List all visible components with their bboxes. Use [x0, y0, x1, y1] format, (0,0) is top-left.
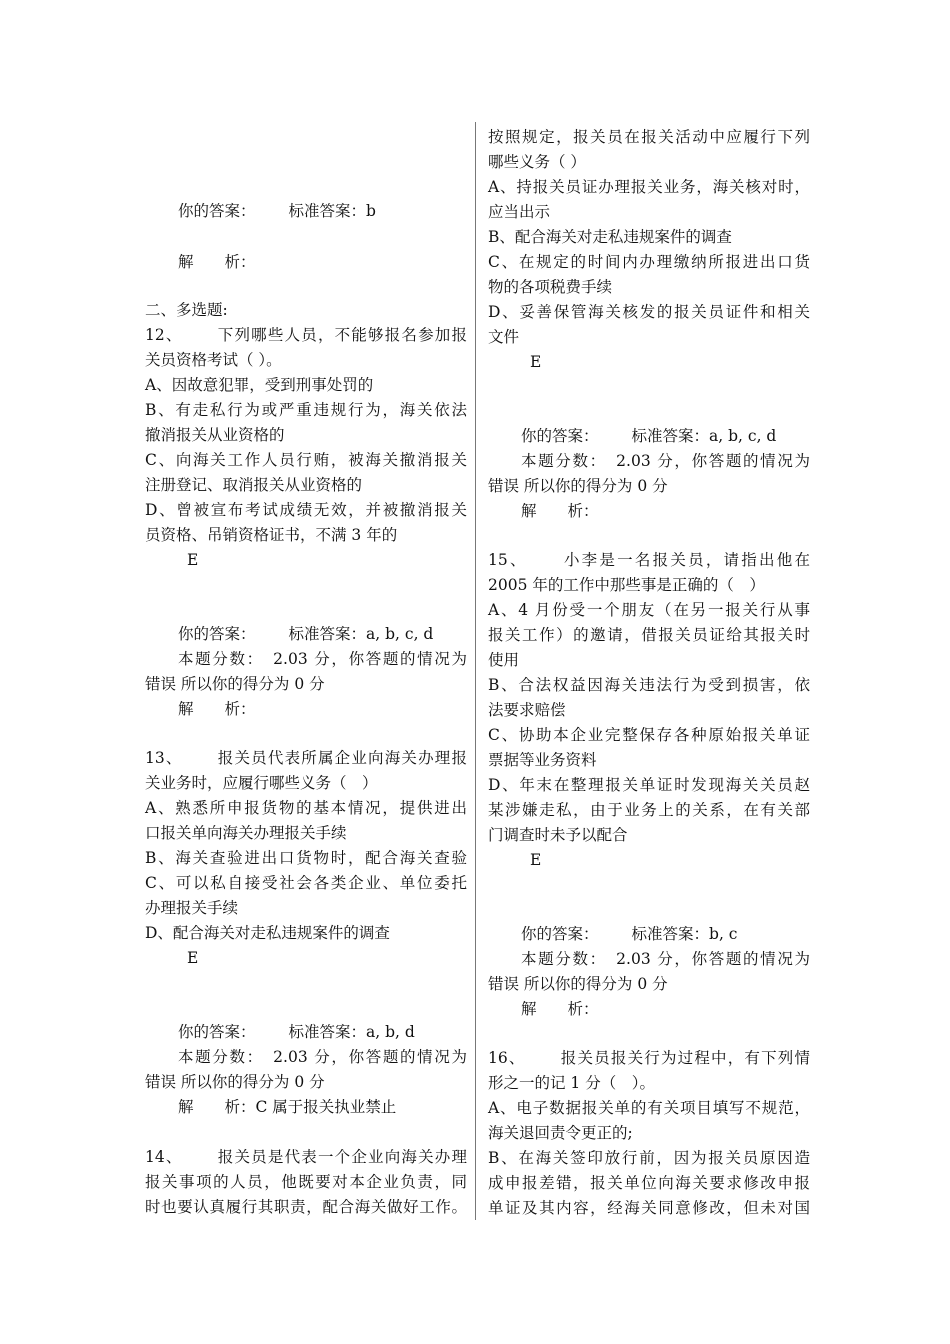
- q16-option-a-cont: 海关退回责令更正的;: [488, 1124, 633, 1142]
- q15-option-c: C、协助本企业完整保存各种原始报关单证: [488, 726, 810, 744]
- question-number: 14、: [145, 1148, 183, 1166]
- q15-option-a: A、4 月份受一个朋友（在另一报关行从事: [488, 601, 810, 619]
- q16-option-a: A、电子数据报关单的有关项目填写不规范，: [488, 1099, 810, 1117]
- question-stem: 小李是一名报关员，请指出他在: [561, 551, 810, 569]
- q15-option-c-cont: 票据等业务资料: [488, 751, 597, 769]
- your-answer-label: 你的答案：: [178, 625, 256, 643]
- q12-answer-line: [178, 623, 433, 645]
- q15-analysis: 解 析：: [521, 1000, 599, 1018]
- q13-option-b: B、海关查验进出口货物时，配合海关查验: [145, 849, 467, 867]
- q14-option-a-cont: 应当出示: [488, 203, 551, 221]
- column-divider: [475, 122, 476, 1220]
- question-stem: 报关员代表所属企业向海关办理报: [216, 749, 467, 767]
- question-number: 12、: [145, 326, 183, 344]
- q13-option-e: E: [187, 949, 199, 967]
- q14-answer-line: [521, 425, 776, 447]
- q12-option-c: C、向海关工作人员行贿，被海关撤消报关: [145, 451, 467, 469]
- q13-option-a-cont: 口报关单向海关办理报关手续: [145, 824, 347, 842]
- q16-option-b-cont2: 单证及其内容，经海关同意修改，但未对国: [488, 1199, 810, 1217]
- q14-score: 本题分数： 2.03 分，你答题的情况为: [521, 452, 810, 470]
- q15-option-d: D、年末在整理报关单证时发现海关关员赵: [488, 776, 810, 794]
- q14-stem-line3: 时也要认真履行其职责，配合海关做好工作。: [145, 1198, 467, 1216]
- your-answer-label: 你的答案：: [521, 427, 599, 445]
- q16-option-b-cont: 成申报差错，报关单位向海关要求修改申报: [488, 1174, 810, 1192]
- q13-option-d: D、配合海关对走私违规案件的调查: [145, 924, 390, 942]
- q14-analysis: 解 析：: [521, 502, 599, 520]
- q12-option-c-cont: 注册登记、取消报关从业资格的: [145, 476, 363, 494]
- q15-answer-line: [521, 923, 737, 945]
- q15-option-e: E: [530, 851, 542, 869]
- question-stem: 报关员报关行为过程中，有下列情: [559, 1049, 810, 1067]
- your-answer-label: 你的答案：: [178, 1023, 256, 1041]
- q14-option-e: E: [530, 353, 542, 371]
- q12-option-b-cont: 撤消报关从业资格的: [145, 426, 285, 444]
- q14-option-c: C、在规定的时间内办理缴纳所报进出口货: [488, 253, 810, 271]
- section-heading: 二、多选题:: [145, 301, 228, 319]
- q16-stem-line2: 形之一的记 1 分（ ）。: [488, 1074, 655, 1092]
- your-answer-label: 你的答案：: [521, 925, 599, 943]
- q14-option-a: A、持报关员证办理报关业务，海关核对时，: [488, 178, 810, 196]
- q15-option-b: B、合法权益因海关违法行为受到损害，依: [488, 676, 810, 694]
- q12-option-d-cont: 员资格、吊销资格证书，不满 3 年的: [145, 526, 398, 544]
- q14-stem-line4: 按照规定，报关员在报关活动中应履行下列: [488, 128, 810, 146]
- standard-answer: 标准答案：b, c: [631, 925, 738, 943]
- question-stem: 报关员是代表一个企业向海关办理: [216, 1148, 467, 1166]
- q14-stem-line5: 哪些义务（ ）: [488, 153, 586, 171]
- q12-stem-line1: [145, 324, 467, 346]
- q15-score: 本题分数： 2.03 分，你答题的情况为: [521, 950, 810, 968]
- question-number: 16、: [488, 1049, 526, 1067]
- q13-result: 错误 所以你的得分为 0 分: [145, 1073, 325, 1091]
- q13-option-c-cont: 办理报关手续: [145, 899, 239, 917]
- q15-option-a-cont: 报关工作）的邀请，借报关员证给其报关时: [488, 626, 810, 644]
- q15-stem-line2: 2005 年的工作中那些事是正确的（ ）: [488, 576, 765, 594]
- standard-answer: 标准答案：a, b, c, d: [631, 427, 777, 445]
- q12-stem-line2: 关员资格考试（ ）。: [145, 351, 282, 369]
- standard-answer: 标准答案：a, b, c, d: [288, 625, 434, 643]
- q14-option-c-cont: 物的各项税费手续: [488, 278, 613, 296]
- q13-score: 本题分数： 2.03 分，你答题的情况为: [178, 1048, 467, 1066]
- q15-option-d-cont2: 门调查时未予以配合: [488, 826, 628, 844]
- q14-option-d: D、妥善保管海关核发的报关员证件和相关: [488, 303, 810, 321]
- q15-option-d-cont: 某涉嫌走私，由于业务上的关系，在有关部: [488, 801, 810, 819]
- q11-answer-line: [178, 200, 376, 222]
- q12-result: 错误 所以你的得分为 0 分: [145, 675, 325, 693]
- q13-option-c: C、可以私自接受社会各类企业、单位委托: [145, 874, 467, 892]
- question-stem: 下列哪些人员，不能够报名参加报: [216, 326, 467, 344]
- q15-stem-line1: [488, 549, 810, 571]
- standard-answer: 标准答案：b: [288, 202, 376, 220]
- q12-analysis: 解 析：: [178, 700, 256, 718]
- q13-answer-line: [178, 1021, 415, 1043]
- q12-option-b: B、有走私行为或严重违规行为，海关依法: [145, 401, 467, 419]
- q15-option-b-cont: 法要求赔偿: [488, 701, 566, 719]
- q14-result: 错误 所以你的得分为 0 分: [488, 477, 668, 495]
- q12-option-a: A、因故意犯罪，受到刑事处罚的: [145, 376, 374, 394]
- q14-option-d-cont: 文件: [488, 328, 520, 346]
- q13-stem-line1: [145, 747, 467, 769]
- q16-option-b: B、在海关签印放行前，因为报关员原因造: [488, 1149, 810, 1167]
- q14-stem-line1: [145, 1146, 467, 1168]
- q11-analysis: 解 析：: [178, 253, 256, 271]
- question-number: 13、: [145, 749, 183, 767]
- question-number: 15、: [488, 551, 528, 569]
- your-answer-label: 你的答案：: [178, 202, 256, 220]
- q14-stem-line2: 报关事项的人员，他既要对本企业负责，同: [145, 1173, 467, 1191]
- q15-result: 错误 所以你的得分为 0 分: [488, 975, 668, 993]
- q15-option-a-cont2: 使用: [488, 651, 520, 669]
- q12-option-d: D、曾被宣布考试成绩无效，并被撤消报关: [145, 501, 467, 519]
- standard-answer: 标准答案：a, b, d: [288, 1023, 415, 1041]
- q13-option-a: A、熟悉所申报货物的基本情况，提供进出: [145, 799, 467, 817]
- q14-option-b: B、配合海关对走私违规案件的调查: [488, 228, 732, 246]
- q16-stem-line1: [488, 1047, 810, 1069]
- q13-analysis: 解 析：C 属于报关执业禁止: [178, 1098, 397, 1116]
- q12-score: 本题分数： 2.03 分，你答题的情况为: [178, 650, 467, 668]
- q12-option-e: E: [187, 551, 199, 569]
- q13-stem-line2: 关业务时，应履行哪些义务（ ）: [145, 774, 378, 792]
